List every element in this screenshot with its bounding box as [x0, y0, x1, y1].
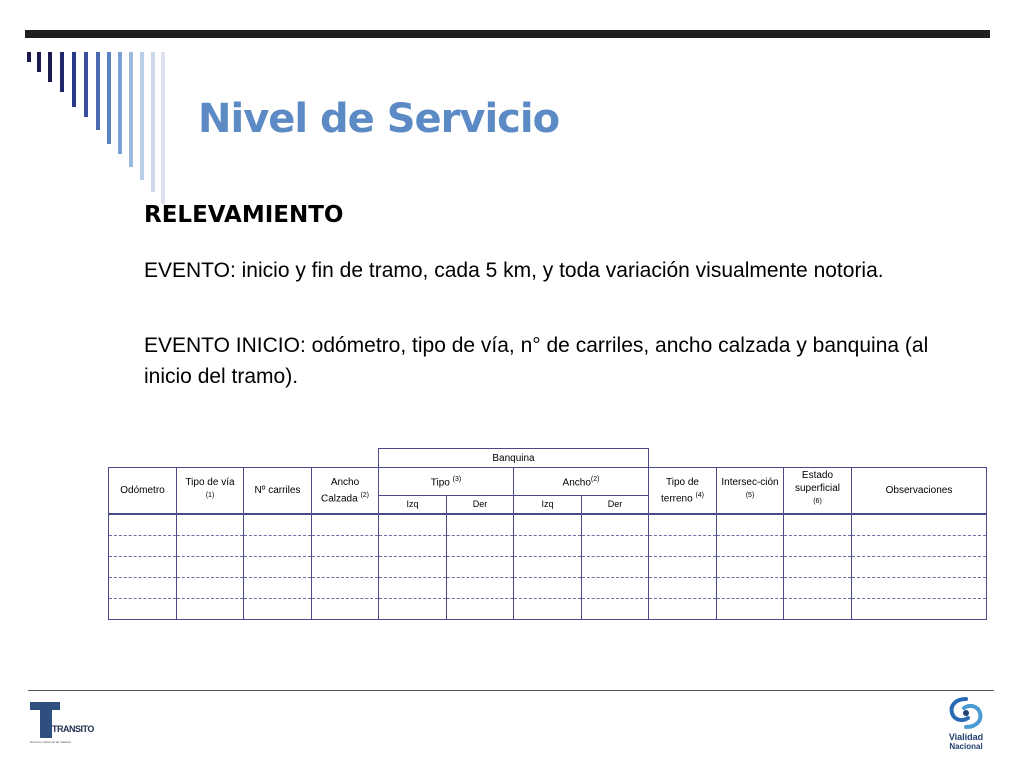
transito-logo	[28, 700, 94, 746]
header-ancho-izq: Izq	[514, 496, 582, 514]
table-header-spacer	[649, 449, 987, 468]
transito-brand: TRANSITO	[52, 724, 94, 734]
t-logo-stem	[40, 708, 52, 738]
table-row	[109, 535, 987, 556]
header-observaciones: Observaciones	[852, 468, 987, 514]
table-row	[109, 514, 987, 536]
section-heading: RELEVAMIENTO	[144, 202, 344, 228]
header-estado-superficial: Estado superficial $^{(6)}$	[784, 468, 852, 514]
table-row	[109, 556, 987, 577]
header-tipo-terreno: Tipo de terreno $^{(4)}$	[649, 468, 717, 514]
vialidad-line2: Nacional	[949, 742, 983, 751]
top-rule	[25, 30, 990, 38]
transito-tagline: Dirección Nacional de Vialidad	[30, 740, 71, 744]
bottom-rule	[28, 690, 994, 691]
slide-title: Nivel de Servicio	[198, 96, 560, 142]
table-row	[109, 577, 987, 598]
paragraph-evento-inicio: EVENTO INICIO: odómetro, tipo de vía, n° de carriles, ancho calzada y banquina (al inicio del tramo).	[144, 334, 929, 388]
header-tipo-izq: Izq	[379, 496, 447, 514]
header-ancho: Ancho$^{(2)}$	[514, 468, 649, 496]
header-odometro: Odómetro	[109, 468, 177, 514]
vialidad-line1: Vialidad	[948, 732, 984, 742]
header-ancho-calzada: Ancho Calzada $^{(2)}$	[312, 468, 379, 514]
header-tipo-der: Der	[447, 496, 514, 514]
header-tipo: Tipo $^{(3)}$	[379, 468, 514, 496]
survey-table	[108, 448, 987, 620]
header-ancho-der: Der	[582, 496, 649, 514]
table-row	[109, 598, 987, 619]
vialidad-logo	[938, 696, 994, 754]
vialidad-swirl-icon	[946, 696, 986, 730]
header-tipo-via: Tipo de vía $^{(1)}$	[177, 468, 244, 514]
table-header-spacer	[109, 449, 379, 468]
header-banquina: Banquina	[379, 449, 649, 468]
paragraph-evento: EVENTO: inicio y fin de tramo, cada 5 km, y toda variación visualmente notoria.	[144, 259, 884, 282]
header-interseccion: Intersec-ción $^{(5)}$	[717, 468, 784, 514]
header-carriles: Nº carriles	[244, 468, 312, 514]
